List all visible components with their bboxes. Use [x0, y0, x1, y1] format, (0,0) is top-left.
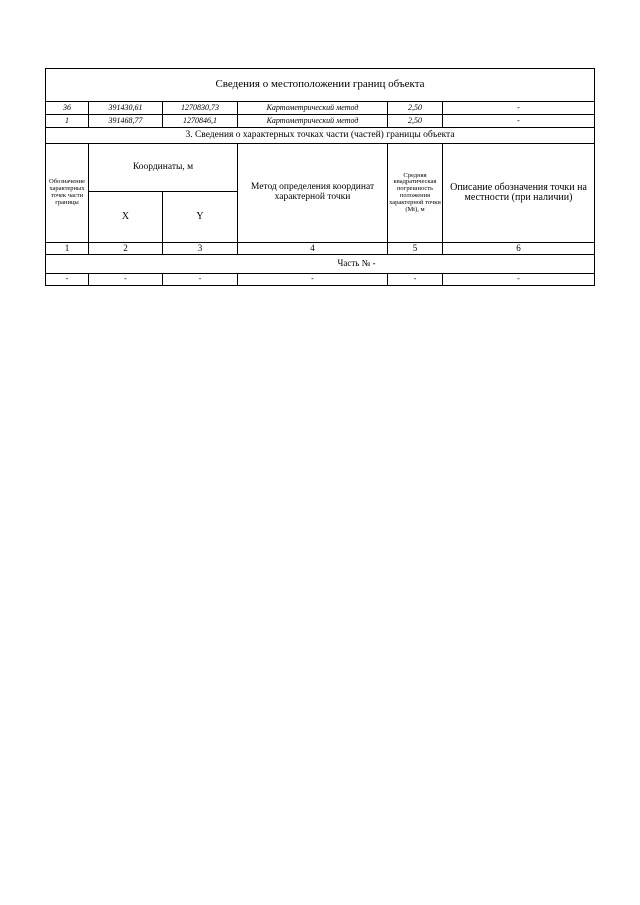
section-3-row	[46, 128, 595, 144]
y-cell: 1270846,1	[163, 115, 238, 128]
x-cell: 391430,61	[89, 102, 163, 115]
header-y: Y	[163, 192, 238, 243]
boundary-table	[45, 68, 595, 286]
dash-cell: -	[388, 274, 443, 286]
method-cell: Картометрический метод	[238, 102, 388, 115]
header-coordinates: Координаты, м	[89, 144, 238, 192]
column-number: 1	[46, 243, 89, 255]
table-title: Сведения о местоположении границ объекта	[46, 69, 595, 102]
part-cell	[46, 255, 595, 274]
dash-cell: -	[238, 274, 388, 286]
accuracy-cell: 2,50	[388, 115, 443, 128]
header-row	[46, 144, 595, 192]
part-label: Часть № -	[337, 258, 376, 269]
document-sheet	[45, 68, 594, 286]
header-accuracy: Средняя квадратическая погрешность положения характерной точки (Mt), м	[388, 144, 443, 243]
accuracy-cell: 2,50	[388, 102, 443, 115]
header-x: X	[89, 192, 163, 243]
point-cell: 1	[46, 115, 89, 128]
x-cell: 391468,77	[89, 115, 163, 128]
description-cell: -	[443, 102, 595, 115]
y-cell: 1270830,73	[163, 102, 238, 115]
table-row	[46, 102, 595, 115]
section-3-title: 3. Сведения о характерных точках части (частей) границы объекта	[46, 128, 595, 144]
column-numbers-row	[46, 243, 595, 255]
column-number: 4	[238, 243, 388, 255]
table-row	[46, 274, 595, 286]
dash-cell: -	[163, 274, 238, 286]
dash-cell: -	[89, 274, 163, 286]
point-cell: 36	[46, 102, 89, 115]
column-number: 2	[89, 243, 163, 255]
description-cell: -	[443, 115, 595, 128]
column-number: 5	[388, 243, 443, 255]
method-cell: Картометрический метод	[238, 115, 388, 128]
header-description: Описание обозначения точки на местности (при наличии)	[443, 144, 595, 243]
part-row	[46, 255, 595, 274]
table-row	[46, 115, 595, 128]
header-method: Метод определения координат характерной точки	[238, 144, 388, 243]
column-number: 6	[443, 243, 595, 255]
dash-cell: -	[46, 274, 89, 286]
title-row	[46, 69, 595, 102]
header-designation: Обозначение характерных точек части границы	[46, 144, 89, 243]
column-number: 3	[163, 243, 238, 255]
dash-cell: -	[443, 274, 595, 286]
